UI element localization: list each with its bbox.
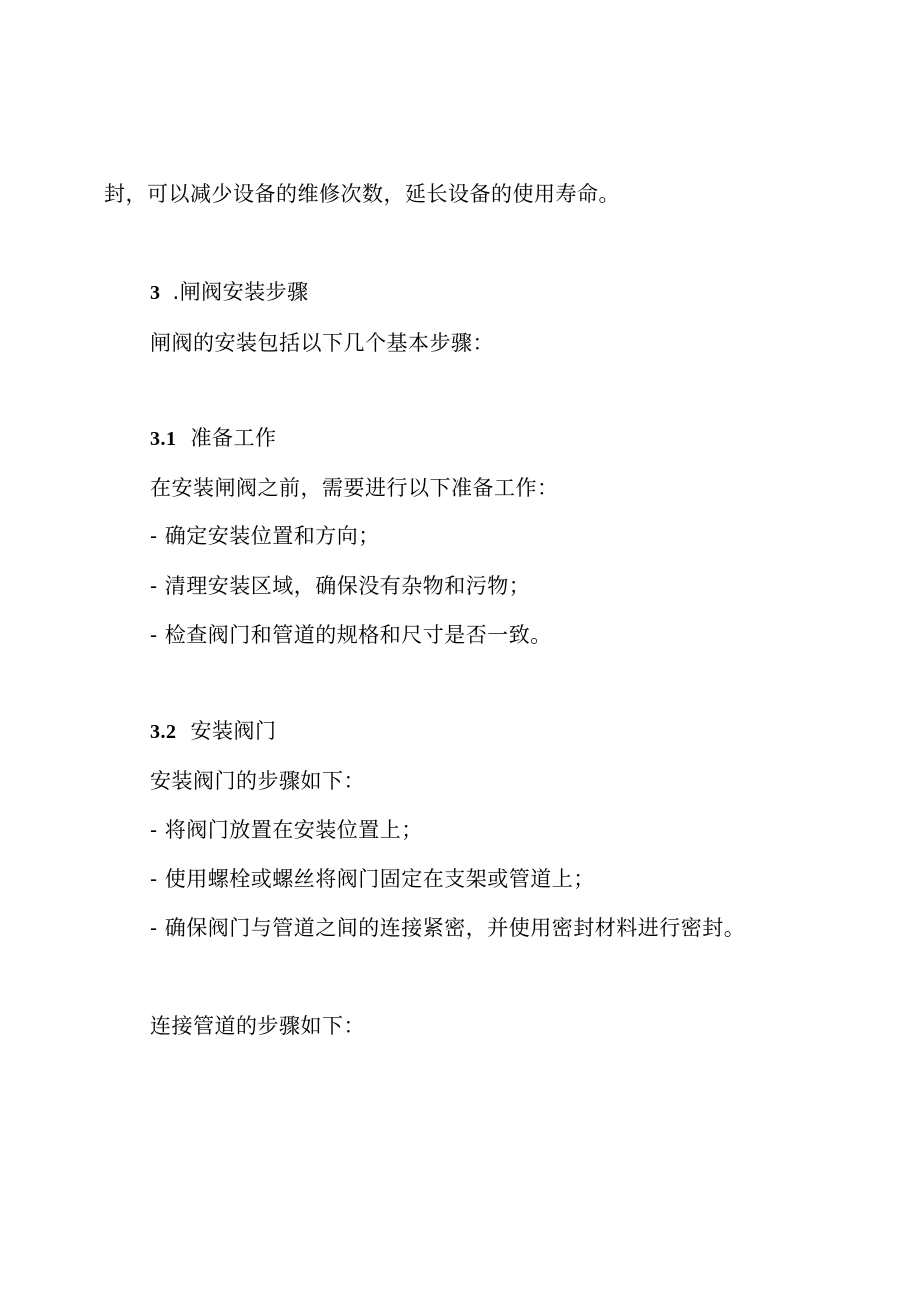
list-item: - 检查阀门和管道的规格和尺寸是否一致。 [150, 623, 552, 647]
section-3-1-title: 准备工作 [190, 426, 277, 450]
list-item: - 确定安装位置和方向； [150, 524, 380, 548]
section-3-1-heading [150, 424, 277, 453]
continuation-paragraph: 封，可以减少设备的维修次数，延长设备的使用寿命。 [104, 182, 620, 206]
section-3-1-number: 3.1 [150, 428, 177, 450]
list-item: - 将阀门放置在安装位置上； [150, 818, 423, 842]
section-3-2-intro: 安装阀门的步骤如下： [150, 769, 365, 793]
section-3-2-heading [150, 717, 277, 746]
section-3-number: 3 [150, 282, 161, 304]
list-item: - 确保阀门与管道之间的连接紧密，并使用密封材料进行密封。 [150, 916, 746, 940]
section-3-heading [150, 278, 309, 307]
section-3-2-title: 安装阀门 [190, 719, 277, 743]
list-item: - 清理安装区域，确保没有杂物和污物； [150, 574, 531, 598]
section-3-1-intro: 在安装闸阀之前，需要进行以下准备工作： [150, 476, 559, 500]
pipe-connection-intro: 连接管道的步骤如下： [150, 1014, 365, 1038]
section-3-2-number: 3.2 [150, 721, 177, 743]
section-3-intro: 闸阀的安装包括以下几个基本步骤： [150, 331, 494, 355]
section-3-title: .闸阀安装步骤 [172, 280, 309, 304]
list-item: - 使用螺栓或螺丝将阀门固定在支架或管道上； [150, 867, 595, 891]
